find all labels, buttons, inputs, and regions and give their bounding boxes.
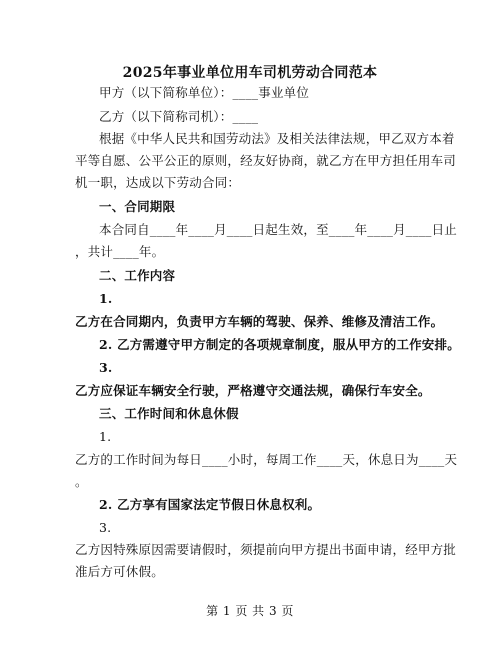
- party-b-line: 乙方（以下简称司机）：____: [99, 109, 259, 124]
- item-3-1-text-line-2: 。: [75, 474, 88, 489]
- item-3-1-number: 1.: [99, 429, 112, 444]
- item-2-1-text: 乙方在合同期内，负责甲方车辆的驾驶、保养、维修及清洁工作。: [75, 314, 444, 329]
- item-3-3-text-line-2: 准后方可休假。: [75, 564, 164, 579]
- item-3-2-text: 2. 乙方享有国家法定节假日休息权利。: [99, 497, 321, 512]
- party-a-line: 甲方（以下简称单位）：____事业单位: [99, 85, 310, 100]
- section-1-heading: 一、合同期限: [99, 199, 176, 214]
- item-2-3-number: 3.: [99, 360, 113, 375]
- intro-paragraph-line-1: 根据《中华人民共和国劳动法》及相关法律法规，甲乙双方本着: [99, 131, 455, 146]
- document-title: 2025年事业单位用车司机劳动合同范本: [122, 65, 378, 81]
- section-2-heading: 二、工作内容: [99, 268, 176, 283]
- item-2-3-text: 乙方应保证车辆安全行驶，严格遵守交通法规，确保行车安全。: [75, 383, 431, 398]
- item-2-2-text: 2. 乙方需遵守甲方制定的各项规章制度，服从甲方的工作安排。: [99, 337, 460, 352]
- item-3-3-text-line-1: 乙方因特殊原因需要请假时，须提前向甲方提出书面申请，经甲方批: [75, 542, 457, 557]
- section-3-heading: 三、工作时间和休息休假: [99, 406, 239, 421]
- item-3-1-text-line-1: 乙方的工作时间为每日____小时，每周工作____天，休息日为____天: [75, 452, 458, 467]
- term-line-1: 本合同自____年____月____日起生效，至____年____月____日止: [99, 222, 458, 237]
- item-3-3-number: 3.: [99, 520, 112, 535]
- term-line-2: ，共计____年。: [75, 244, 165, 259]
- intro-paragraph-line-3: 机一职，达成以下劳动合同：: [75, 175, 241, 190]
- intro-paragraph-line-2: 平等自愿、公平公正的原则，经友好协商，就乙方在甲方担任用车司: [75, 153, 457, 168]
- page-indicator: 第 1 页 共 3 页: [206, 604, 294, 618]
- item-2-1-number: 1.: [99, 291, 113, 306]
